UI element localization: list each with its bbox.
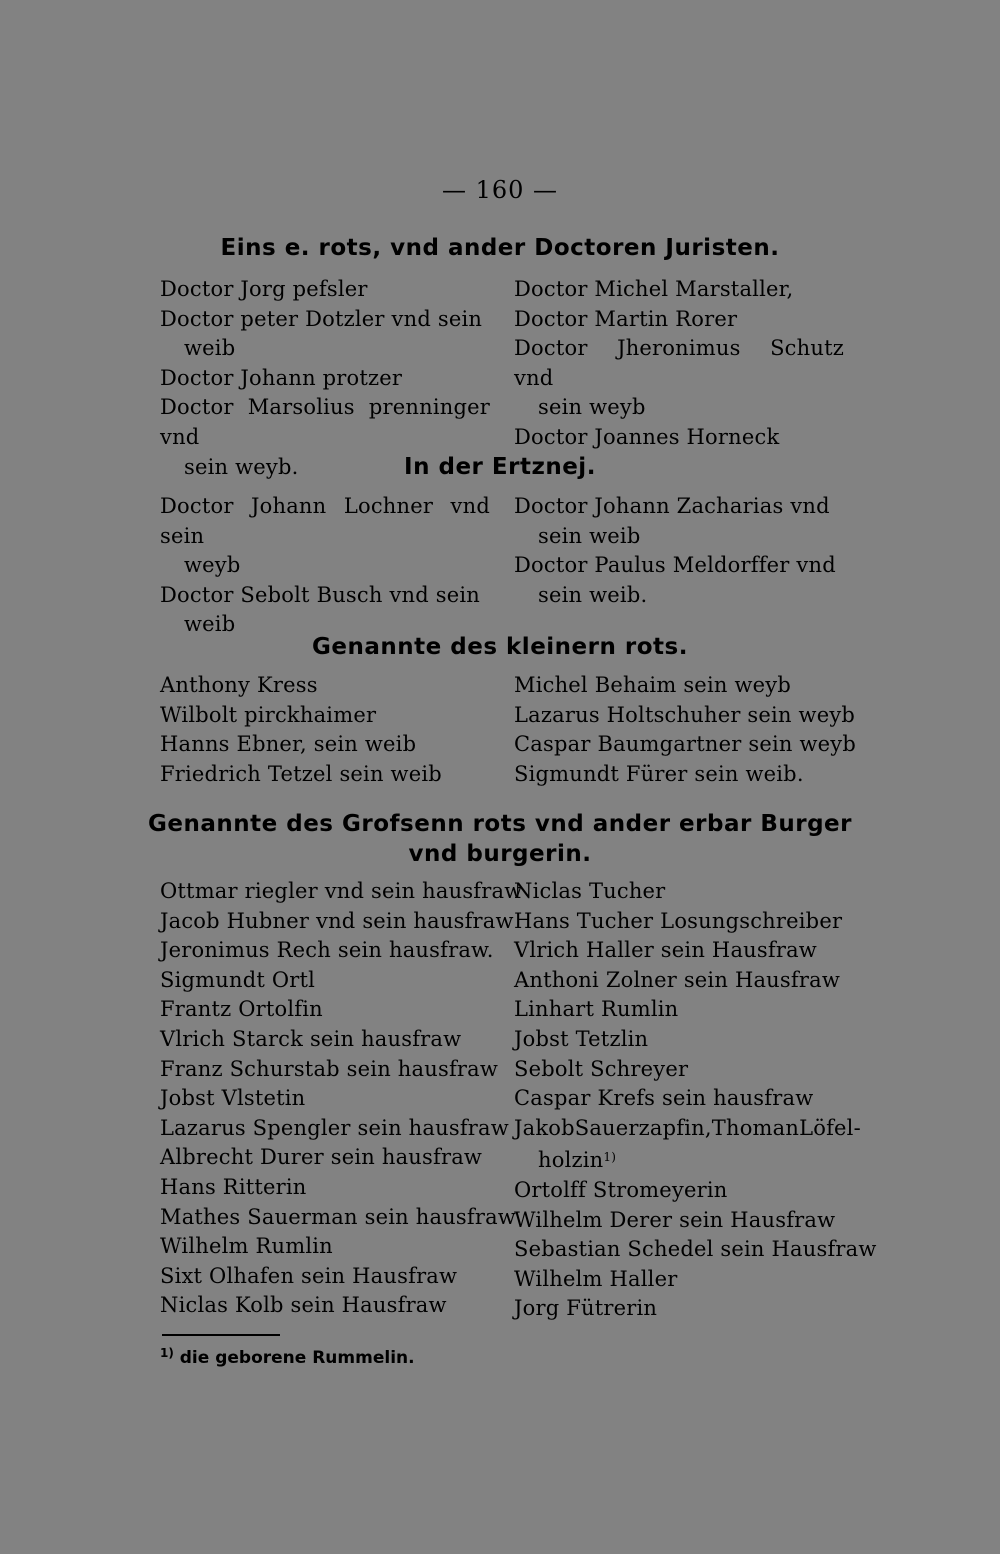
list-item: Doctor Johann Zacharias vnd sein weib [514,494,830,548]
page-number: — 160 — [441,176,559,204]
list-item: Jeronimus Rech sein hausfraw. [160,938,494,963]
list-item: Doctor Martin Rorer [514,306,738,331]
heading-line-2: vnd burgerin. [408,841,592,867]
list-item: Franz Schurstab sein hausfraw [160,1056,499,1081]
section-heading-small-council: Genannte des kleinern rots. [312,634,688,660]
list-item: Michel Behaim sein weyb [514,673,791,697]
list-item: Mathes Sauerman sein hausfraw [160,1204,516,1229]
list-item: Wilhelm Derer sein Hausfraw [514,1207,836,1232]
footnote-divider [162,1334,280,1336]
list-item: Doctor Johann protzer [160,365,403,390]
footnote-text: die geborene Rummelin. [179,1348,415,1368]
jurists-right-column [514,275,844,453]
small-council-right-column [514,671,856,789]
list-item: Jacob Hubner vnd sein hausfraw [160,908,514,933]
list-item: Sigmundt Fürer sein weib. [514,761,804,786]
list-item: Doctor Joannes Horneck [514,424,780,449]
list-item: Lazarus Spengler sein hausfraw [160,1115,509,1140]
section-heading-large-council [0,809,1000,869]
list-item: Doctor Paulus Meldorffer vnd sein weib. [514,553,836,607]
small-council-left-column [160,671,490,789]
list-item: Caspar Krefs sein hausfraw [514,1086,814,1111]
list-item: Ottmar riegler vnd sein hausfraw [160,879,523,903]
list-item: Wilhelm Rumlin [160,1234,333,1259]
list-item: Friedrich Tetzel sein weib [160,761,442,786]
large-council-right-column [514,877,877,1324]
section-heading-medicine: In der Ertznej. [404,454,596,480]
list-item: Jobst Tetzlin [514,1026,649,1051]
list-item: Niclas Tucher [514,879,666,903]
medicine-right-column [514,492,844,610]
list-item: Sebolt Schreyer [514,1056,689,1081]
list-item: Frantz Ortolfin [160,997,323,1022]
list-item: Sigmundt Ortl [160,967,316,992]
list-item: Doctor peter Dotzler vnd sein weib [160,306,483,361]
list-item: Hanns Ebner, sein weib [160,732,417,757]
list-item-text: holzin [538,1148,604,1173]
heading-line-1: Genannte des Grofsenn rots vnd ander erbar Burger [148,811,852,837]
footnote [160,1346,415,1368]
list-item: Niclas Kolb sein Hausfraw [160,1293,447,1318]
list-item: Lazarus Holtschuher sein weyb [514,702,856,727]
list-item: Anthony Kress [160,673,318,697]
list-item: Anthoni Zolner sein Hausfraw [514,967,840,992]
list-item: Doctor Johann Lochner vnd sein weyb [160,494,490,578]
list-item: Jobst Vlstetin [160,1086,306,1111]
large-council-left-column [160,877,523,1321]
list-item: Hans Ritterin [160,1174,307,1199]
list-item: JakobSauerzapfin,ThomanLöfel- [514,1115,861,1140]
list-item: Jorg Fütrerin [514,1296,658,1321]
list-item: Sixt Olhafen sein Hausfraw [160,1263,458,1288]
list-item: Doctor Sebolt Busch vnd sein weib [160,582,481,637]
list-item: Albrecht Durer sein hausfraw [160,1145,483,1170]
list-item: Caspar Baumgartner sein weyb [514,732,856,757]
footnote-mark: 1) [160,1346,174,1360]
list-item: Linhart Rumlin [514,997,679,1022]
list-item: Hans Tucher Losungschreiber [514,908,843,933]
list-item [514,1143,844,1176]
list-item: Wilhelm Haller [514,1266,678,1291]
list-item: Doctor Michel Marstaller, [514,277,794,301]
list-item: Vlrich Haller sein Hausfraw [514,938,817,963]
list-item: Ortolff Stromeyerin [514,1177,728,1202]
footnote-reference: 1) [603,1150,617,1165]
list-item: Doctor Jheronimus Schutz vnd sein weyb [514,336,844,420]
list-item: Doctor Jorg pefsler [160,277,368,301]
list-item: Vlrich Starck sein hausfraw [160,1026,462,1051]
list-item: Doctor Marsolius prenninger vnd sein weyb. [160,395,490,479]
list-item: Sebastian Schedel sein Hausfraw [514,1237,877,1262]
section-heading-jurists: Eins e. rots, vnd ander Doctoren Juristen. [220,235,780,261]
list-item: Wilbolt pirckhaimer [160,702,377,727]
medicine-left-column [160,492,490,640]
